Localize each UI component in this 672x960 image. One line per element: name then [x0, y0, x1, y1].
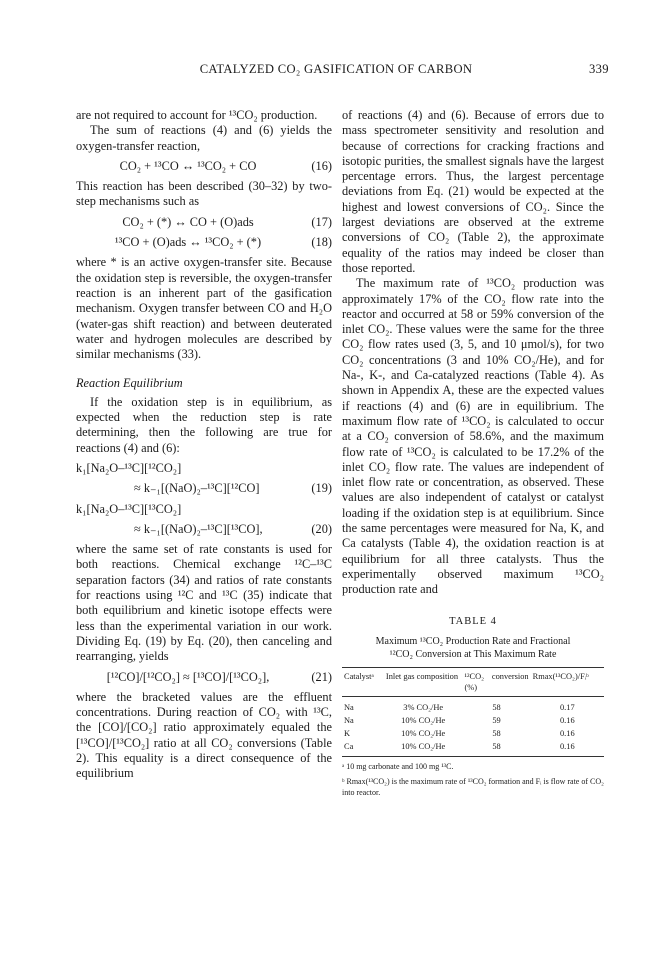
- table-caption-line: Maximum ¹³CO₂ Production Rate and Fractional: [375, 635, 571, 647]
- equation-body: ≈ k₋₁[(NaO)₂–¹³C][¹³CO],: [134, 521, 263, 536]
- table-4: [342, 614, 604, 798]
- section-heading: Reaction Equilibrium: [76, 376, 183, 391]
- column-header-inlet-gas: Inlet gas composition: [384, 667, 463, 696]
- equation-number: (20): [311, 521, 332, 536]
- table-caption: [342, 635, 604, 661]
- equation-body: k₁[Na₂O–¹³C][¹³CO₂]: [76, 501, 182, 516]
- paragraph: where the bracketed values are the effluent concentrations. During reaction of CO₂ with ¹³C, the [CO]/[CO₂] ratio approximately equaled the [¹³CO]/[¹³CO₂] ratio at all CO₂ conversions (Table 2). This equality is a direct consequence of the equilibrium: [76, 689, 332, 781]
- table-header-row: [342, 667, 604, 696]
- table-cell: K: [344, 728, 351, 738]
- table-cell: 10% CO₂/He: [401, 728, 446, 738]
- equation-21: [76, 670, 332, 685]
- table-cell: 10% CO₂/He: [401, 715, 446, 725]
- equation-body: ≈ k₋₁[(NaO)₂–¹³C][¹²CO]: [134, 481, 260, 496]
- equation-number: (16): [311, 158, 332, 173]
- paragraph: This reaction has been described (30–32) by two-step mechanisms such as: [76, 179, 332, 209]
- table-cell: 3% CO₂/He: [403, 702, 444, 712]
- table-row: [342, 714, 604, 727]
- equation-body: ¹³CO + (O)ads ↔ ¹³CO₂ + (*): [114, 235, 262, 250]
- right-column: [342, 108, 604, 798]
- column-header-conversion: ¹²CO₂ conversion (%): [463, 667, 531, 696]
- page-number: 339: [589, 62, 609, 76]
- equation-number: (19): [311, 481, 332, 496]
- paragraph: The maximum rate of ¹³CO₂ production was approximately 17% of the CO₂ flow rate into the reactor and occurred at 58 or 59% conversion of the inlet CO₂. These values were the same for the three CO₂ flow rates used (3, 5, and 10 μmol/s), for two CO₂ concentrations (3 and 10% CO₂/He), and for Na-, K-, and Ca-catalyzed reactions (Table 4). As shown in Appendix A, these are the expected values if reactions (4) and (6) are in equilibrium. The maximum flow rate of ¹³CO₂ is calculated to occur at a CO₂ conversion of 58.6%, and the maximum flow rate of ¹³CO₂ is calculated to be 17.2% of the inlet CO₂ flow rate. The values are independent of inlet flow rate or concentration, as observed. These values are also independent of catalyst or catalyst loading if the oxidation step is at equilibrium. Since the same percentages were measured for Na, K, and Ca catalysts (Table 4), the oxidation reaction is at equilibrium for all three catalysts. Thus the experimentally observed maximum ¹³CO₂ production rate and: [342, 276, 604, 597]
- column-header-catalyst: Catalystᵃ: [342, 667, 384, 696]
- equation-number: (17): [311, 214, 332, 229]
- table-cell: 0.16: [559, 728, 575, 738]
- table-cell: 0.16: [559, 715, 575, 725]
- table-row: [342, 696, 604, 714]
- paragraph: where the same set of rate constants is used for both reactions. Chemical exchange ¹²C–¹³C separation factors (34) and ratios of rate constants for reactions using ¹²C and ¹³C (35) indicate that both equilibrium and kinetic isotope effects were less than the experimental variation in our work. Dividing Eq. (19) by Eq. (20), then canceling and rearranging, yields: [76, 542, 332, 664]
- table-footnote-b: ᵇ Rmax(¹³CO₂) is the maximum rate of ¹³CO₂ formation and Fᵢ is flow rate of CO₂ into reactor.: [342, 776, 604, 797]
- running-title: CATALYZED CO₂ GASIFICATION OF CARBON: [199, 62, 473, 76]
- column-header-rmax: Rmax(¹³CO₂)/Fᵢᵇ: [531, 667, 604, 696]
- equation-body: CO₂ + (*) ↔ CO + (O)ads: [122, 214, 254, 229]
- table-row: [342, 727, 604, 740]
- table-cell: 58: [492, 702, 501, 712]
- table-cell: 58: [492, 728, 501, 738]
- running-header: [0, 62, 672, 82]
- equation-number: (18): [311, 235, 332, 250]
- paragraph: where * is an active oxygen-transfer site. Because the oxidation step is reversible, the oxygen-transfer reaction is an inherent part of the gasification mechanism. Oxygen transfer between CO and H₂O (water-gas shift reaction) and between deuterated water and hydrogen molecules are described by similar mechanisms (33).: [76, 255, 332, 362]
- equation-20-line2: [76, 522, 332, 537]
- table-cell: Na: [344, 715, 354, 725]
- table-cell: Ca: [342, 740, 384, 757]
- table-cell: Na: [344, 702, 354, 712]
- equation-17: [76, 215, 332, 230]
- data-table: [342, 667, 604, 757]
- left-column: [76, 108, 332, 782]
- paragraph: of reactions (4) and (6). Because of errors due to mass spectrometer sensitivity and resolution and because of corrections for cracking fractions and isotopic purities, the smallest signals have the largest percentage errors. Thus, the largest percentage deviations from Eq. (21) would be expected at the highest and lowest conversions of CO₂. Since the largest deviations are observed at the extreme conversions of CO₂ (Table 2), the approximate equality of the ratios may indeed be closer than those reported.: [342, 108, 604, 275]
- paragraph: If the oxidation step is in equilibrium, as expected when the reduction step is rate determining, then the following are true for reactions (4) and (6):: [76, 394, 332, 455]
- equation-16: [76, 159, 332, 174]
- equation-body: k₁[Na₂O–¹³C][¹²CO₂]: [76, 460, 182, 475]
- equation-20-line1: [76, 502, 332, 517]
- table-row: [342, 740, 604, 757]
- equation-body: [¹²CO]/[¹²CO₂] ≈ [¹³CO]/[¹³CO₂],: [106, 669, 270, 684]
- paragraph: are not required to account for ¹³CO₂ production.: [76, 108, 318, 122]
- equation-number: (21): [311, 669, 332, 684]
- equation-19-line1: [76, 461, 332, 476]
- table-cell: 0.17: [559, 702, 575, 712]
- table-cell: 10% CO₂/He: [384, 740, 463, 757]
- table-caption-line: ¹²CO₂ Conversion at This Maximum Rate: [389, 648, 557, 660]
- table-footnote-a: ᵃ 10 mg carbonate and 100 mg ¹³C.: [342, 761, 454, 771]
- table-cell: 59: [492, 715, 501, 725]
- equation-19-line2: [76, 481, 332, 496]
- equation-body: CO₂ + ¹³CO ↔ ¹³CO₂ + CO: [119, 158, 257, 173]
- table-label: TABLE 4: [449, 615, 497, 627]
- table-cell: 0.16: [531, 740, 604, 757]
- equation-18: [76, 235, 332, 250]
- paragraph: The sum of reactions (4) and (6) yields the oxygen-transfer reaction,: [76, 123, 332, 153]
- table-cell: 58: [463, 740, 531, 757]
